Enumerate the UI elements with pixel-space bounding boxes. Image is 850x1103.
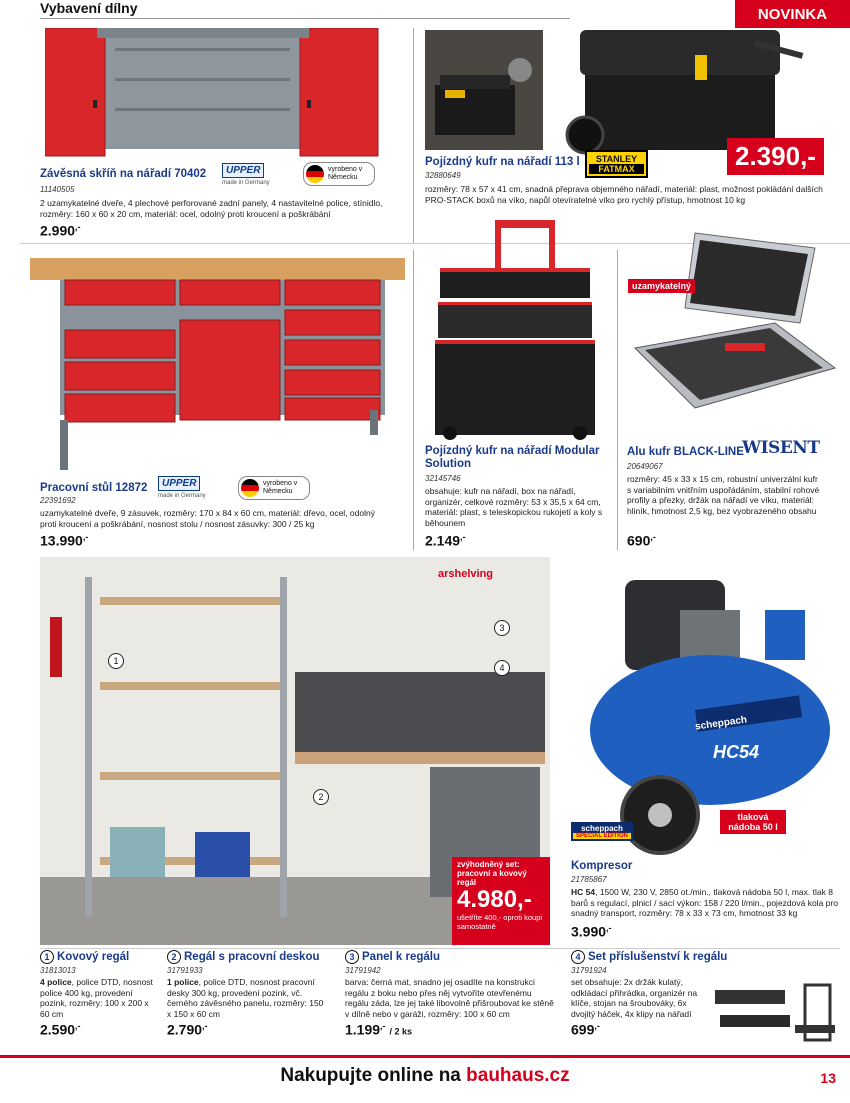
divider [40, 948, 840, 949]
price-main: 2.149 [425, 532, 461, 549]
marker-4: 4 [494, 660, 510, 676]
product-name[interactable] [40, 950, 160, 964]
price-suffix: ,- [75, 1021, 81, 1031]
desc-text: barva: černá mat, snadno jej osadíte na konstrukci regálu z boku nebo přes něj vytvoříte otevřenému regálu záda, lze jej také libovolně přišroubovat ke stěně v dílně nebo v garáži, rozměry: 100 x 60 cm [345, 977, 554, 1019]
brand-line1: STANLEY [595, 154, 638, 164]
footer-text: Nakupujte online na [280, 1065, 467, 1086]
product-name[interactable]: Alu kufr BLACK-LINE [627, 446, 744, 458]
german-flag-icon [241, 479, 259, 497]
shelf-product-4 [571, 950, 728, 1038]
brand-name: UPPER [158, 476, 200, 491]
product-code: 31791942 [345, 966, 381, 975]
product-code: 22391692 [40, 496, 76, 505]
brand-name: UPPER [222, 163, 264, 178]
number-circle: 4 [571, 950, 585, 964]
product-description [345, 977, 555, 1019]
modular-toolbox-image [430, 218, 610, 440]
brand-name: scheppach [581, 824, 623, 833]
new-badge: NOVINKA [735, 0, 850, 28]
product-price [40, 532, 88, 549]
model-bold: HC 54 [571, 887, 596, 897]
divider [413, 250, 414, 550]
german-flag-icon [306, 165, 324, 183]
price-suffix: ,- [650, 532, 656, 542]
scheppach-logo [571, 822, 633, 841]
marker-2: 2 [313, 789, 329, 805]
price-badge: 2.390,- [727, 138, 824, 175]
made-in-germany-badge [238, 476, 310, 500]
section-title: Vybavení dílny [40, 0, 138, 16]
product-name[interactable]: Závěsná skříň na nářadí 70402 [40, 168, 207, 180]
price-main: 13.990 [40, 532, 83, 549]
product-name[interactable] [345, 950, 555, 964]
brand-logo-upper [158, 473, 206, 499]
name-text: Kovový regál [57, 951, 130, 963]
arshelving-logo: arshelving [438, 568, 494, 580]
divider [413, 28, 414, 243]
made-in-germany-badge [303, 162, 375, 186]
marker-1: 1 [108, 653, 124, 669]
desc-text: , 1500 W, 230 V, 2850 ot./min., tlaková nádoba 50 l, max. tlak 8 barů s regulací, plnicí / sací výkon: 158 / 220 l/min., pojezdová kola pro snadný transport, rozměry: 78 x 33 x 73 cm, hmotnost 33 kg [571, 887, 838, 918]
compressor-model-label: HC54 [713, 742, 760, 762]
brand-logo-upper [222, 160, 270, 186]
product-code: 32145746 [425, 474, 461, 483]
name-text: Panel k regálu [362, 951, 440, 963]
product-price [425, 532, 466, 549]
desc-bold: 1 police [167, 977, 199, 987]
accessory-set-image [710, 980, 845, 1050]
desc-bold: 4 police [40, 977, 72, 987]
brand-logo-stanley [585, 150, 648, 178]
product-code: 31791924 [571, 966, 607, 975]
deal-saving: ušetříte 400,- oproti koupi samostatně [457, 913, 543, 931]
product-description: obsahuje: kufr na nářadí, box na nářadí, organizér, celkové rozměry: 53 x 35,5 x 64 cm, materiál: plast, s teleskopickou rukojetí a koly s běhounem [425, 486, 603, 528]
divider [40, 18, 570, 19]
price-main: 1.199 [345, 1021, 381, 1038]
lockable-badge: uzamykatelný [628, 279, 695, 293]
price-suffix: ,- [75, 222, 81, 232]
product-description: rozměry: 78 x 57 x 41 cm, snadná přeprava objemného nářadí, materiál: plast, možnost pokládání dalších PRO-STACK boxů na víko, napůl otevíratelné víko pro rychlý přístup, hmotnost 10 kg [425, 184, 823, 205]
product-price [40, 1021, 160, 1038]
stanley-toolbox-image [555, 25, 815, 155]
price-suffix: ,- [82, 532, 89, 542]
price-suffix: ,- [460, 532, 466, 542]
price-suffix: ,- [606, 923, 612, 933]
product-price [40, 222, 81, 239]
cabinet-image [45, 28, 380, 158]
brand-edition: SPECIAL EDITION [573, 833, 631, 839]
product-code: 32880649 [425, 171, 461, 180]
price-unit: / 2 ks [389, 1026, 412, 1037]
product-price [571, 1021, 711, 1038]
brand-sub: made in Germany [222, 180, 270, 186]
desc-text: , police DTD, nosnost pracovní desky 300 kg, provedení pozink, vč. černého závěsného panelu, rozměry: 150 x 150 x 60 cm [167, 977, 324, 1019]
product-code: 31791933 [167, 966, 203, 975]
product-name[interactable]: Pracovní stůl 12872 [40, 482, 148, 494]
shelf-product-3 [345, 950, 555, 1038]
number-circle: 3 [345, 950, 359, 964]
brand-logo-wisent: WISENT [742, 438, 820, 458]
product-description: 2 uzamykatelné dveře, 4 plechové perforované zadní panely, 4 nastavitelné police, stínidlo, rozměry: 160 x 60 x 20 cm, materiál: ocel, odolný proti kroucení a poškrábání [40, 198, 383, 219]
price-main: 3.990 [571, 923, 607, 940]
name-text: Set příslušenství k regálu [588, 951, 728, 963]
price-main: 2.590 [40, 1021, 76, 1038]
compressor-image [565, 570, 835, 860]
footer-cta [0, 1065, 850, 1087]
shelf-product-1 [40, 950, 160, 1038]
price-suffix: ,- [202, 1021, 208, 1031]
product-description: rozměry: 45 x 33 x 15 cm, robustní univerzální kufr s variabilním vnitřním uspořádáním, stabilní rohové profily a přezky, držák na nářadí ve víku, materiál: hliník, hmotnost 2,5 kg, bez vyobrazeného obsahu [627, 474, 820, 516]
product-price [345, 1021, 555, 1038]
number-circle: 1 [40, 950, 54, 964]
price-suffix: ,- [380, 1021, 386, 1031]
footer-link[interactable]: bauhaus.cz [466, 1065, 570, 1086]
product-price [167, 1021, 327, 1038]
product-name[interactable]: Kompresor [571, 860, 633, 872]
price-suffix: ,- [594, 1021, 600, 1031]
number-circle: 2 [167, 950, 181, 964]
made-in-text: vyrobeno v Německu [328, 166, 363, 181]
product-name[interactable]: Pojízdný kufr na nářadí 113 l [425, 156, 580, 168]
product-description: uzamykatelné dveře, 9 zásuvek, rozměry: 170 x 84 x 60 cm, materiál: dřevo, ocel, odolný proti kroucení a poškrábání, nosnost stolu / nosnost zásuvky: 300 / 25 kg [40, 508, 375, 529]
desc-text: , police DTD, nosnost police 400 kg, provedení pozink, rozměry: 100 x 200 x 60 cm [40, 977, 153, 1019]
product-code: 11140505 [40, 185, 75, 194]
product-name[interactable] [167, 950, 327, 964]
marker-3: 3 [494, 620, 510, 636]
toolbox-lifestyle-image [425, 30, 543, 150]
product-price [627, 532, 656, 549]
divider [617, 250, 618, 550]
name-text: Regál s pracovní deskou [184, 951, 320, 963]
alu-case-image [625, 228, 840, 428]
product-price [571, 923, 612, 940]
workbench-image [25, 250, 410, 475]
price-main: 690 [627, 532, 651, 549]
desc-text: set obsahuje: 2x držák kulatý, odkládací přihrádka, organizér na klíče, stojan na šroubováky, 6x dvojitý háček, 4x klipy na nářadí [571, 977, 698, 1019]
compressor-brand-on-tank: scheppach [694, 714, 748, 733]
product-code: 20649067 [627, 462, 663, 471]
product-name[interactable]: Pojízdný kufr na nářadí Modular Solution [425, 445, 600, 470]
page-number: 13 [820, 1070, 836, 1086]
product-name[interactable] [571, 950, 741, 964]
deal-label: zvýhodněný set: pracovní a kovový regál [457, 860, 527, 887]
price-main: 2.990 [40, 222, 76, 239]
brand-line2: FATMAX [589, 164, 644, 174]
shelf-product-2 [167, 950, 327, 1038]
product-description [40, 977, 160, 1019]
tank-volume-badge: tlaková nádoba 50 l [720, 810, 786, 834]
price-main: 699 [571, 1021, 595, 1038]
product-description [571, 887, 841, 919]
price-main: 2.790 [167, 1021, 203, 1038]
deal-price: 4.980,- [457, 886, 532, 913]
product-code: 31813013 [40, 966, 76, 975]
deal-box [452, 857, 550, 945]
made-in-text: vyrobeno v Německu [263, 480, 298, 495]
product-description [167, 977, 327, 1019]
brand-sub: made in Germany [158, 493, 206, 499]
product-description [571, 977, 711, 1019]
product-code: 21785867 [571, 875, 607, 884]
